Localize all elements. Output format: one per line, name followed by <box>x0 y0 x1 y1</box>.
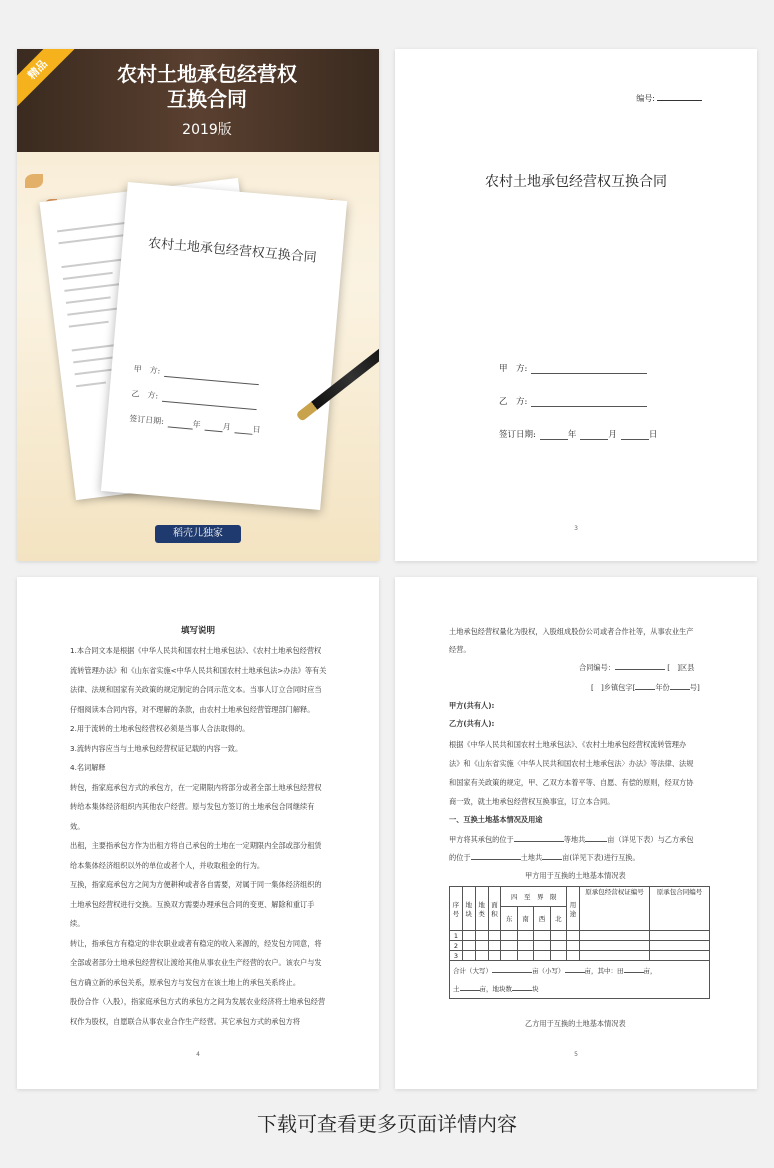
paragraph: 转包，指家庭承包方式的承包方，在一定期限内将部分或者全部土地承包经营权转给本集体经济组织内其他农户经营。原与发包方签订的土地承包合同继续有效。 <box>70 782 322 831</box>
instructions-body <box>70 641 328 1031</box>
sign-date-row: 签订日期: 年 月 日 <box>499 430 658 440</box>
table-header: 地 类 <box>475 887 488 931</box>
table-row: 2 <box>450 941 710 951</box>
table-header: 序 号 <box>450 887 463 931</box>
table-header: 东 <box>501 907 517 931</box>
party-a-row: 甲 方: <box>499 362 647 374</box>
table-header: 南 <box>517 907 533 931</box>
download-more-link[interactable]: 下载可查看更多页面详情内容 <box>257 1112 517 1136</box>
front-sheet: 农村土地承包经营权互换合同 甲 方: 乙 方: 签订日期: 年 月 日 <box>101 182 347 510</box>
table-header: 面 积 <box>488 887 501 931</box>
cover-header <box>17 49 379 152</box>
paragraph: 4.名词解释 <box>70 763 106 772</box>
page-number: 3 <box>574 525 578 532</box>
table-header: 地 块 <box>462 887 475 931</box>
table-header: 四 至 界 限 <box>501 887 567 907</box>
cover-title: 农村土地承包经营权 互换合同 <box>117 62 297 111</box>
party-b-label: 乙方(共有人): <box>449 719 495 728</box>
contract-number: 编号: <box>636 93 702 104</box>
contract-title: 农村土地承包经营权互换合同 <box>485 174 667 190</box>
table-header: 北 <box>550 907 566 931</box>
contract-body-page[interactable] <box>395 577 757 1089</box>
paragraph: 出租，主要指承包方作为出租方将自己承包的土地在一定期限内全部或部分租赁给本集体经济组织以外的单位或者个人，并收取租金的行为。 <box>70 841 322 870</box>
table-header: 原承包经营权证编号 <box>580 887 650 931</box>
paragraph: 股份合作（入股），指家庭承包方式的承包方之间为发展农业经济将土地承包经营权作为股权，自愿联合从事农业合作生产经营。其它承包方式的承包方将 <box>70 997 326 1026</box>
cover-page[interactable] <box>17 49 379 561</box>
paragraph: 2.用于流转的土地承包经营权必须是当事人合法取得的。 <box>70 724 250 733</box>
town-row: [ ]乡镇包字[ 年份 号] <box>591 683 700 692</box>
paragraph: 互换，指家庭承包方之间为方便耕种或者各自需要，对属于同一集体经济组织的土地承包经营权进行交换。互换双方需要办理承包合同的变更、解除和重订手续。 <box>70 880 322 928</box>
premium-ribbon: 精品 <box>17 49 78 110</box>
title-page[interactable] <box>395 49 757 561</box>
text-line: 商一致，就土地承包经营权互换事宜，订立本合同。 <box>449 797 615 806</box>
land-table <box>449 886 710 999</box>
table-header: 用 途 <box>567 887 580 931</box>
text-line: 的位于 土地共 亩(详见下表)进行互换。 <box>449 853 640 862</box>
text-line: 和国家有关政策的规定，甲、乙双方本着平等、自愿、有偿的原则，经双方协 <box>449 778 694 787</box>
cover-year: 2019版 <box>182 122 232 138</box>
table-row: 1 <box>450 931 710 941</box>
party-b-row: 乙 方: <box>499 395 647 407</box>
table-row: 3 <box>450 951 710 961</box>
table-header: 西 <box>534 907 550 931</box>
leaf-decoration <box>25 174 43 188</box>
instructions-page[interactable] <box>17 577 379 1089</box>
table-total-row: 合计（大写） 亩（小写） 亩，其中：田 亩， 土 亩，地块数 块 <box>450 961 710 999</box>
exclusive-badge: 稻壳儿独家 <box>155 525 241 543</box>
text-line: 法》和《山东省实施〈中华人民共和国农村土地承包法〉办法》等法律、法规 <box>449 759 694 768</box>
page-number: 5 <box>574 1051 578 1058</box>
instructions-heading: 填写说明 <box>180 626 215 636</box>
text-line: 根据《中华人民共和国农村土地承包法》、《农村土地承包经营权流转管理办 <box>449 740 687 749</box>
table-caption: 乙方用于互换的土地基本情况表 <box>525 1019 626 1028</box>
text-line: 经营。 <box>449 645 471 654</box>
table-caption: 甲方用于互换的土地基本情况表 <box>525 871 626 880</box>
table-header: 原承包合同编号 <box>650 887 710 931</box>
section-heading: 一、互换土地基本情况及用途 <box>449 815 543 824</box>
text-line: 甲方将其承包的位于 等地共 亩（详见下表）与乙方承包 <box>449 835 694 844</box>
text-line: 土地承包经营权量化为股权，入股组成股份公司或者合作社等，从事农业生产 <box>449 627 694 636</box>
party-a-label: 甲方(共有人): <box>449 701 495 710</box>
paragraph: 转让，指承包方有稳定的非农职业或者有稳定的收入来源的，经发包方同意，将全部或者部分土地承包经营权让渡给其他从事农业生产经营的农户。该农户与发包方确立新的承包关系，原承包方与发包方在该土地上的承包关系终止。 <box>70 938 322 987</box>
page-number: 4 <box>196 1051 200 1058</box>
contract-code-row: 合同编号： [ ]区县 <box>579 663 695 672</box>
paragraph: 1.本合同文本是根据《中华人民共和国农村土地承包法》、《农村土地承包经营权流转管理办法》和《山东省实施<中华人民共和国农村土地承包法>办法》等有关法律、法规和国家有关政策的规定制定的合同示范文本。当事人订立合同时应当仔细阅读本合同内容，对不理解的条款，由农村土地承包经营管理部门解释。 <box>70 646 327 714</box>
paragraph: 3.流转内容应当与土地承包经营权证记载的内容一致。 <box>70 743 243 753</box>
sheet-title: 农村土地承包经营权互换合同 <box>147 236 318 266</box>
